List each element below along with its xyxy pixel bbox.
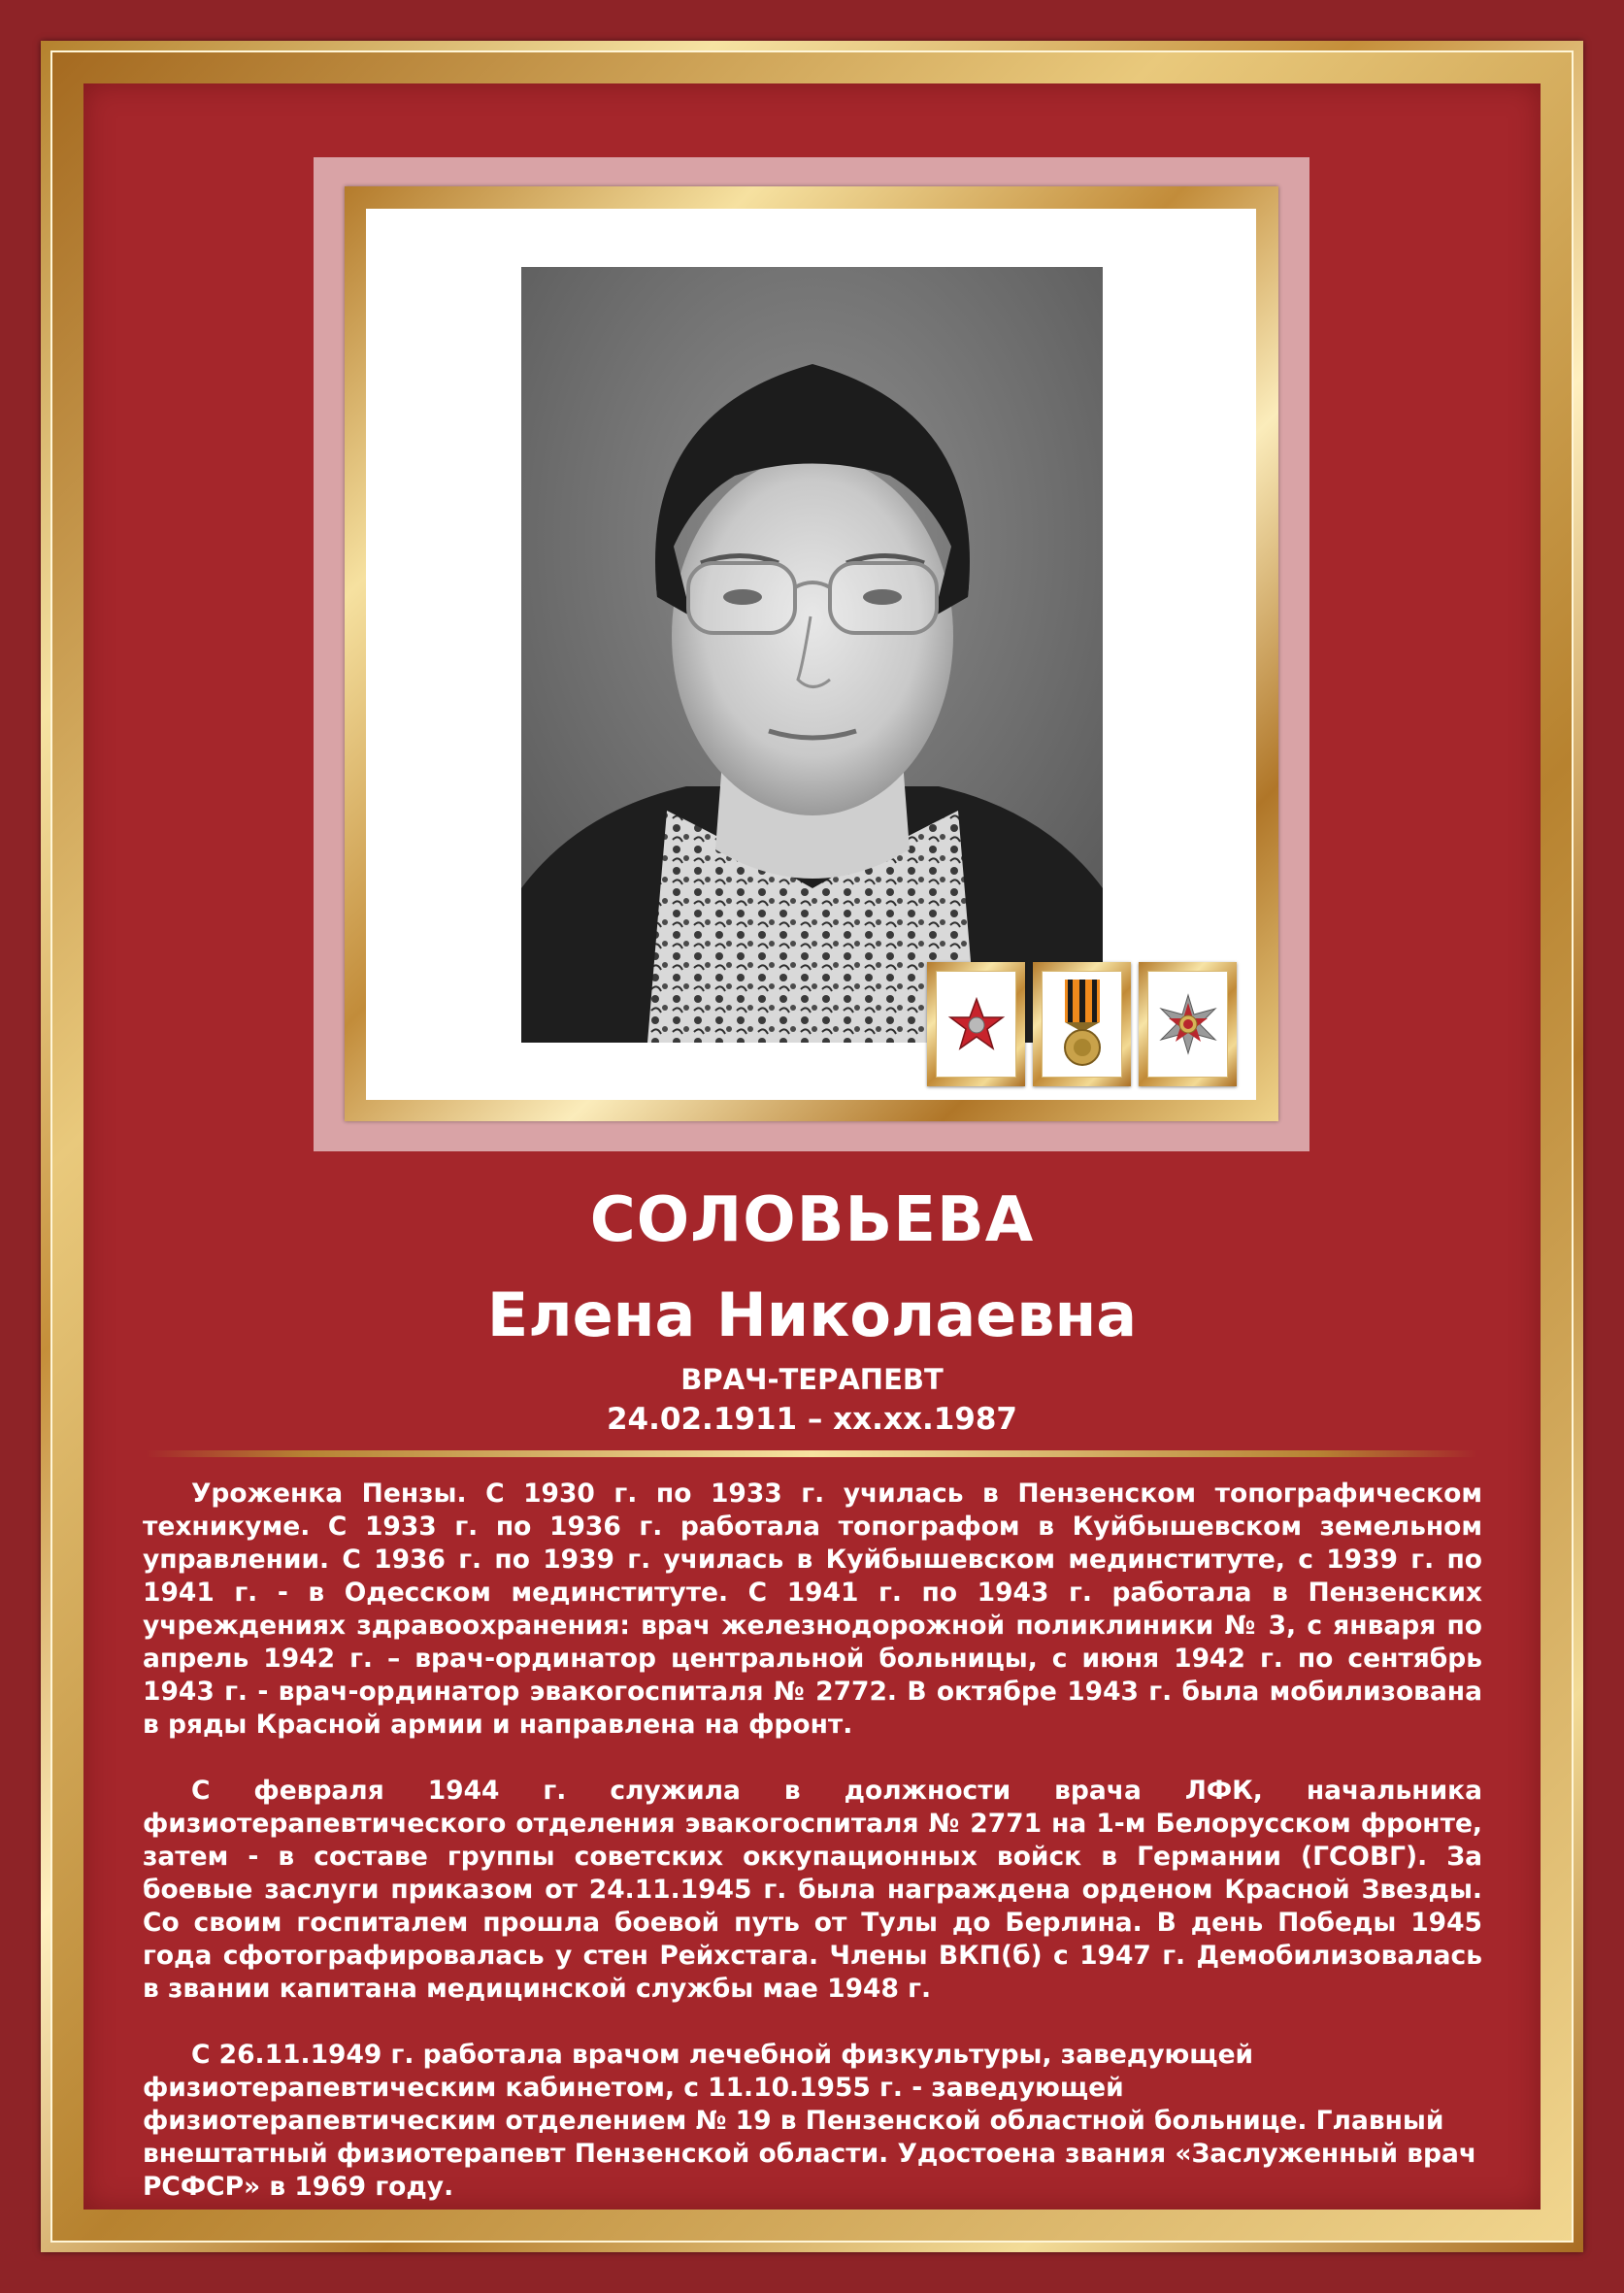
surname-heading: СОЛОВЬЕВА xyxy=(589,1184,1035,1256)
biography-paragraph-1: Уроженка Пензы. С 1930 г. по 1933 г. училась в Пензенском топографическом техникуме. С 1933 г. по 1936 г. работала топографом в Куйбышевском земельном управлении. С 1936 г. по 1939 г. училась в Куйбышевском мединституте, с 1939 г. по 1941 г. - в Одесском мединституте. С 1941 г. по 1943 г. работала в Пензенских учреждениях здравоохранения: врач железнодорожной поликлиники № 3, с января по апрель 1942 г. – врач-ординатор центральной больницы, с июня 1942 г. по сентябрь 1943 г. - врач-ординатор эвакогоспиталя № 2772. В октябре 1943 г. была мобилизована в ряды Красной армии и направлена на фронт. xyxy=(143,1479,1482,1740)
award-mount-1 xyxy=(936,971,1016,1078)
biography xyxy=(143,1478,1482,2237)
award-mount-3 xyxy=(1147,971,1228,1078)
medal-victory-over-germany-icon xyxy=(1055,978,1110,1071)
given-names-heading: Елена Николаевна xyxy=(486,1279,1138,1350)
order-of-red-star-icon xyxy=(947,995,1006,1053)
biography-paragraph-3: С 26.11.1949 г. работала врачом лечебной физкультуры, заведующей физиотерапевтическим кабинетом, с 11.10.1955 г. - заведующей физиотерапевтическим отделением № 19 в Пензенской областной больнице. Главный внештатный физиотерапевт Пензенской области. Удостоена звания «Заслуженный врач РСФСР» в 1969 году. xyxy=(143,2040,1477,2202)
award-frame-3 xyxy=(1139,962,1237,1086)
biography-paragraph-2: С февраля 1944 г. служила в должности врача ЛФК, начальника физиотерапевтического отделения эвакогоспиталя № 2771 на 1-м Белорусском фронте, затем - в составе группы советских оккупационных войск в Германии (ГСОВГ). За боевые заслуги приказом от 24.11.1945 г. была награждена орденом Красной Звезды. Со своим госпиталем прошла боевой путь от Тулы до Берлина. В день Победы 1945 года сфотографировалась у стен Рейхстага. Члены ВКП(б) с 1947 г. Демобилизовалась в звании капитана медицинской службы мае 1948 г. xyxy=(143,1776,1482,2004)
order-of-patriotic-war-icon xyxy=(1157,993,1219,1055)
award-frame-2 xyxy=(1033,962,1131,1086)
award-frame-1 xyxy=(927,962,1025,1086)
award-mount-2 xyxy=(1042,971,1122,1078)
gold-divider xyxy=(146,1450,1477,1457)
portrait-image xyxy=(521,267,1103,1043)
profession-label: ВРАЧ-ТЕРАПЕВТ xyxy=(680,1363,944,1396)
life-dates: 24.02.1911 – хх.хх.1987 xyxy=(606,1402,1017,1437)
portrait-photo xyxy=(521,267,1103,1043)
